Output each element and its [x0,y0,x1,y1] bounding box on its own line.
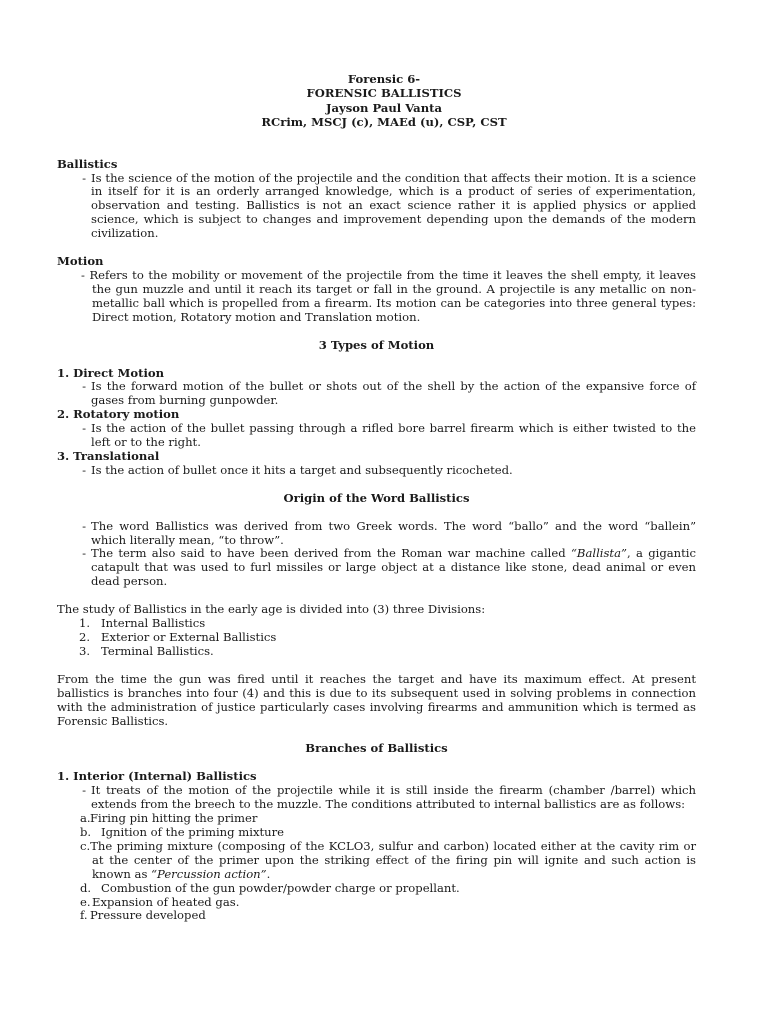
list-number: 1. [79,616,91,631]
motion-type-text: Is the action of the bullet passing through a rifled bore barrel firearm which is either twisted to the left or to the right. [91,421,696,450]
dash-marker: - [82,546,86,561]
list-marker: f. [80,908,88,923]
list-marker: e. [80,894,91,909]
motion-definition [57,269,696,325]
list-item [57,812,696,826]
divisions-intro: The study of Ballistics in the early age is divided into (3) three Divisions: [57,602,486,617]
list-number: 3. [79,643,91,658]
list-marker: c. [80,838,91,853]
list-item [57,645,696,659]
origin-item-text [91,547,696,589]
dash-marker: - [82,379,86,394]
interior-ballistics-definition [57,784,696,812]
list-item-text [80,840,696,882]
motion-type-heading-direct: 1. Direct Motion [57,365,165,380]
list-item [57,617,696,631]
list-item-text: Pressure developed [90,908,206,923]
motion-type-heading-rotatory: 2. Rotatory motion [57,407,180,422]
motion-type-item [57,422,696,450]
motion-type-heading-translational: 3. Translational [57,448,160,463]
document-title: FORENSIC BALLISTICS [306,86,462,101]
list-item [57,631,696,645]
dash-marker: - [82,518,86,533]
section-heading-motion: Motion [57,254,104,269]
section-title-branches: Branches of Ballistics [305,741,448,756]
divisions-list [57,617,696,659]
list-item-text: Firing pin hitting the primer [90,811,258,826]
origin-text-part: The term also said to have been derived from the Roman war machine called [91,546,571,561]
percussion-action-term: “Percussion action” [151,866,267,881]
list-item-text: Combustion of the gun powder/powder charge or propellant. [101,880,460,895]
interior-ballistics-text: It treats of the motion of the projectile while it is still inside the firearm (chamber /barrel) which extends from the breech to the muzzle. The conditions attributed to internal ballistics are as follows: [91,783,696,812]
interior-conditions-list [57,812,696,923]
list-text-part: The priming mixture (composing of the KCLO3, sulfur and carbon) located either at the cavity rim or at the center of the primer upon the striking effect of the firing pin will ignite and such action is known as [90,838,696,881]
list-marker: d. [80,880,92,895]
motion-type-item [57,464,696,478]
origin-item [57,520,696,548]
dash-marker: - [82,462,86,477]
present-branches-paragraph: From the time the gun was fired until it reaches the target and have its maximum effect. At present ballistics is branches into four (4) and this is due to its subsequent used in solving problems in connection with the administration of justice particularly cases involving firearms and ammunition which is termed as Forensic Ballistics. [57,671,696,728]
list-item [57,909,696,923]
document-header [72,72,696,130]
dash-marker: - [82,170,86,185]
list-item [57,826,696,840]
dash-marker: - [81,267,85,282]
list-marker: a. [80,811,91,826]
list-item [57,896,696,910]
motion-type-list [57,367,696,478]
motion-definition-text: Refers to the mobility or movement of the projectile from the time it leaves the shell empty, it leaves the gun muzzle and until it reach its target or fall in the ground. A projectile is any metallic on non-metallic ball which is propelled from a firearm. Its motion can be categories into three general types: Direct motion, Rotatory motion and Translation motion. [89,267,696,324]
motion-type-text: Is the action of bullet once it hits a target and subsequently ricocheted. [91,462,513,477]
list-item-text: Expansion of heated gas. [92,894,240,909]
interior-ballistics-heading: 1. Interior (Internal) Ballistics [57,769,257,784]
section-title-types-of-motion: 3 Types of Motion [318,337,435,352]
author-name: Jayson Paul Vanta [326,100,442,115]
list-item [57,840,696,882]
origin-item [57,547,696,589]
course-title: Forensic 6- [347,72,421,86]
origin-item-text: The word Ballistics was derived from two Greek words. The word “ballo” and the word “ballein” which literally mean, “to throw”. [91,518,696,547]
motion-type-item [57,380,696,408]
list-item-text: Internal Ballistics [101,616,206,631]
motion-type-text: Is the forward motion of the bullet or shots out of the shell by the action of the expansive force of gases from burning gunpowder. [91,379,696,408]
dash-marker: - [82,783,86,798]
list-marker: b. [80,824,92,839]
section-heading-ballistics: Ballistics [57,156,118,171]
section-title-origin: Origin of the Word Ballistics [283,490,470,505]
ballistics-definition [57,172,696,242]
list-item-text: Terminal Ballistics. [101,643,214,658]
list-item [57,882,696,896]
ballistics-definition-text: Is the science of the motion of the projectile and the condition that affects their motion. It is a science in itself for it is an orderly arranged knowledge, which is a product of series of experimentation, observation and testing. Ballistics is not an exact science rather it is applied physics or applied science, which is subject to changes and improvement depending upon the demands of the modern civilization. [91,170,696,241]
list-item-text: Ignition of the priming mixture [101,824,285,839]
ballista-term: “Ballista” [571,546,627,561]
dash-marker: - [82,421,86,436]
origin-text-part: , a gigantic catapult that was used to furl missiles or large object at a distance like stone, dead animal or even dead person. [91,546,696,589]
list-text-part: . [266,866,271,881]
author-credentials: RCrim, MSCJ (c), MAEd (u), CSP, CST [261,115,507,130]
list-item-text: Exterior or External Ballistics [101,630,277,644]
list-number: 2. [79,630,91,644]
